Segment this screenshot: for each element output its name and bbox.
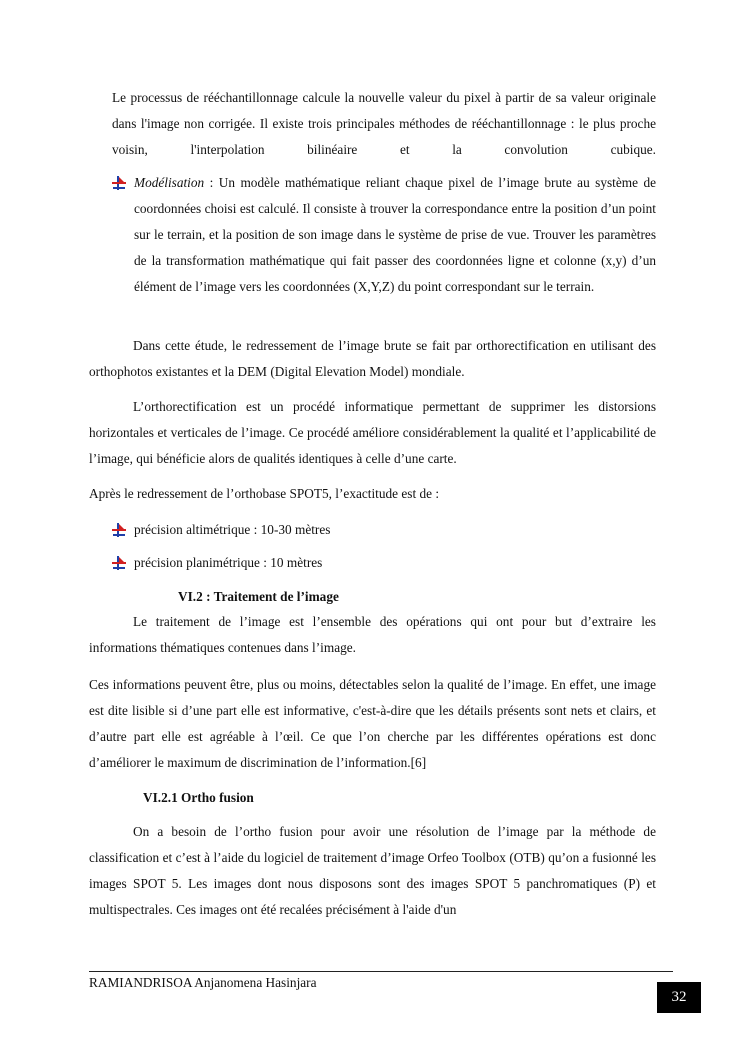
heading-traitement-image: VI.2 : Traitement de l’image (178, 589, 339, 604)
bullet-planimetrique-text: précision planimétrique : 10 mètres (134, 555, 323, 570)
arrow-bullet-icon (112, 556, 126, 570)
paragraph-ortho-fusion: On a besoin de l’ortho fusion pour avoir une résolution de l’image par la méthode de classification et c’est à l’aide du logiciel de traitement d’image Orfeo Toolbox (OTB) qu’on a fusionné les images SPOT 5. Les images dont nous disposons sont des images SPOT 5 panchromatiques (P) et multispectrales. Ces images ont été recalées précisément à l'aide d'un (89, 824, 656, 917)
bullet-altimetrique-text: précision altimétrique : 10-30 mètres (134, 522, 331, 537)
bullet-modelisation (112, 170, 656, 300)
modelisation-description: : Un modèle mathématique reliant chaque pixel de l’image brute au système de coordonnées choisi est calculé. Il consiste à trouver la correspondance entre la position d’un point sur le terrain, et la position de son image dans le système de prise de vue. Trouver les paramètres de la transformation mathématique qui fait passer des coordonnées ligne et colonne (x,y) d’un élément de l’image vers les coordonnées (X,Y,Z) du point correspondant sur le terrain. (134, 175, 656, 294)
paragraph-etude: Dans cette étude, le redressement de l’image brute se fait par orthorectification en utilisant des orthophotos existantes et la DEM (Digital Elevation Model) mondiale. (89, 338, 656, 379)
arrow-bullet-icon (112, 523, 126, 537)
paragraph-traitement: Le traitement de l’image est l’ensemble des opérations qui ont pour but d’extraire les informations thématiques contenues dans l’image. (89, 614, 656, 655)
page-number-badge: 32 (657, 982, 701, 1013)
footer-divider (89, 971, 673, 972)
footer-author: RAMIANDRISOA Anjanomena Hasinjara (89, 975, 317, 990)
heading-ortho-fusion: VI.2.1 Ortho fusion (143, 790, 254, 805)
term-modelisation: Modélisation (134, 175, 205, 190)
bullet-planimetrique (112, 550, 656, 576)
paragraph-orthorectification: L’orthorectification est un procédé informatique permettant de supprimer les distorsions horizontales et verticales de l’image. Ce procédé améliore considérablement la qualité et l’applicabilité de l’image, qui bénéficie alors de qualités identiques à celle d’une carte. (89, 399, 656, 466)
paragraph-apres: Après le redressement de l’orthobase SPOT5, l’exactitude est de : (89, 486, 440, 501)
arrow-bullet-icon (112, 176, 126, 190)
bullet-altimetrique (112, 517, 656, 543)
paragraph-informations: Ces informations peuvent être, plus ou moins, détectables selon la qualité de l’image. En effet, une image est dite lisible si d’une part elle est informative, c'est-à-dire que les détails présents sont nets et clairs, et d’autre part elle est agréable à l’œil. Ce que l’on cherche par les différentes opérations est donc d’améliorer le maximum de discrimination de l’information.[6] (89, 677, 656, 770)
bullet-modelisation-text (134, 170, 656, 300)
paragraph-resampling: Le processus de rééchantillonnage calcule la nouvelle valeur du pixel à partir de sa valeur originale dans l'image non corrigée. Il existe trois principales méthodes de rééchantillonnage : le plus proche voisin, l'interpolation bilinéaire et la convolution cubique. (112, 90, 656, 157)
